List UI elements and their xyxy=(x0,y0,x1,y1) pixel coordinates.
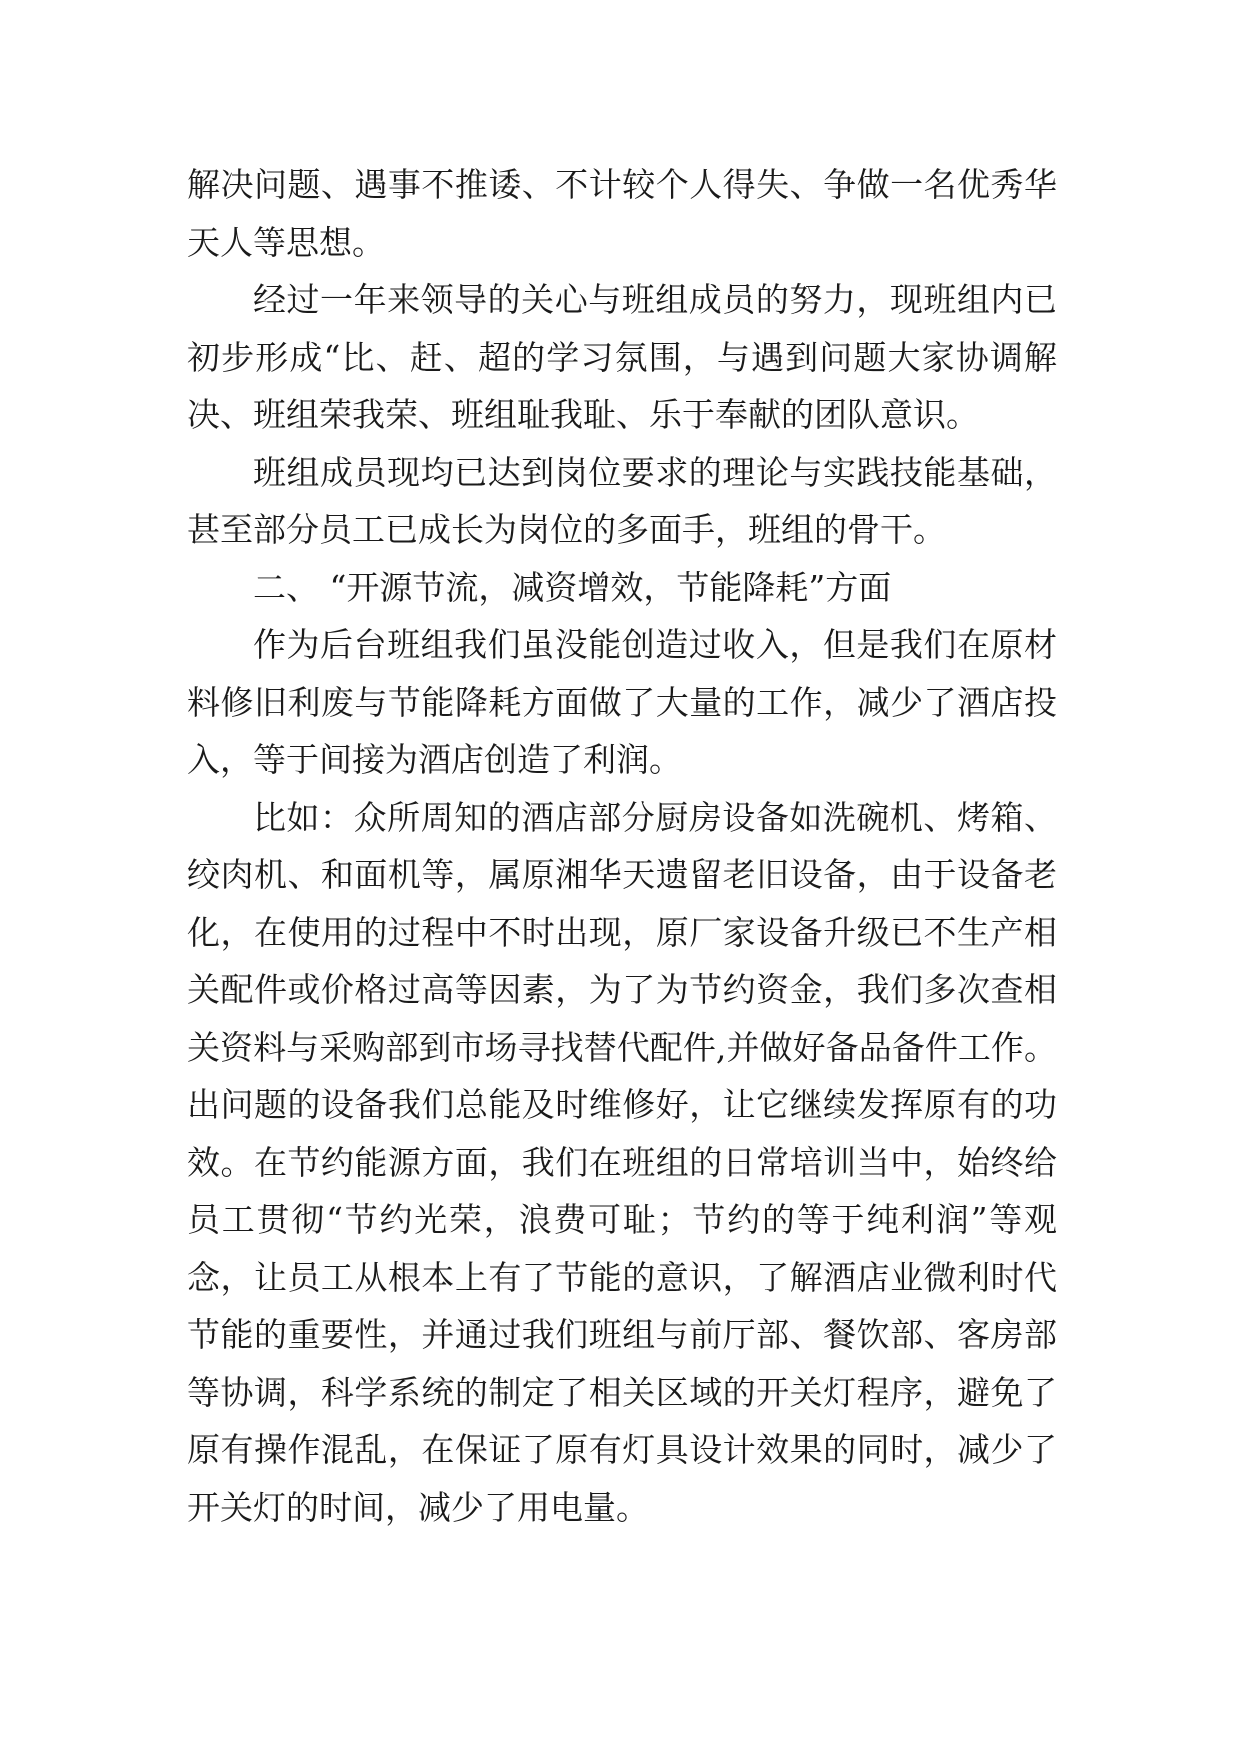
text-line: 效。在节约能源方面，我们在班组的日常培训当中，始终给 xyxy=(187,1142,1057,1182)
text-line: 解决问题、遇事不推诿、不计较个人得失、争做一名优秀华 xyxy=(187,165,1057,204)
text-line: 绞肉机、和面机等，属原湘华天遗留老旧设备，由于设备老 xyxy=(187,855,1057,894)
text-line: 料修旧利废与节能降耗方面做了大量的工作，减少了酒店投 xyxy=(187,682,1057,722)
text-line: 甚至部分员工已成长为岗位的多面手，班组的骨干。 xyxy=(187,510,946,549)
text-line: 入，等于间接为酒店创造了利润。 xyxy=(187,740,682,779)
section-heading: 二、 “开源节流，减资增效，节能降耗”方面 xyxy=(253,567,892,607)
text-line: 决、班组荣我荣、班组耻我耻、乐于奉献的团队意识。 xyxy=(187,395,979,434)
text-line: 比如：众所周知的酒店部分厨房设备如洗碗机、烤箱、 xyxy=(253,797,1057,837)
text-line: 出问题的设备我们总能及时维修好，让它继续发挥原有的功 xyxy=(187,1085,1057,1124)
text-line: 作为后台班组我们虽没能创造过收入，但是我们在原材 xyxy=(253,625,1057,664)
text-line: 班组成员现均已达到岗位要求的理论与实践技能基础， xyxy=(253,452,1057,492)
text-line: 天人等思想。 xyxy=(187,222,385,262)
document-body xyxy=(187,156,1057,1536)
text-line: 念，让员工从根本上有了节能的意识，了解酒店业微利时代 xyxy=(187,1257,1057,1297)
text-line: 节能的重要性，并通过我们班组与前厅部、餐饮部、客房部 xyxy=(187,1315,1057,1354)
text-line: 初步形成“比、赶、超的学习氛围，与遇到问题大家协调解 xyxy=(187,337,1057,377)
text-line: 原有操作混乱，在保证了原有灯具设计效果的同时，减少了 xyxy=(187,1430,1057,1469)
text-line: 关配件或价格过高等因素，为了为节约资金，我们多次查相 xyxy=(187,970,1057,1009)
text-line: 关资料与采购部到市场寻找替代配件,并做好备品备件工作。 xyxy=(187,1027,1057,1067)
text-line: 经过一年来领导的关心与班组成员的努力，现班组内已 xyxy=(253,280,1057,319)
text-line: 员工贯彻“节约光荣，浪费可耻；节约的等于纯利润”等观 xyxy=(187,1200,1057,1239)
text-line: 等协调，科学系统的制定了相关区域的开关灯程序，避免了 xyxy=(187,1372,1057,1412)
text-line: 开关灯的时间，减少了用电量。 xyxy=(187,1487,649,1527)
text-line: 化，在使用的过程中不时出现，原厂家设备升级已不生产相 xyxy=(187,912,1057,952)
